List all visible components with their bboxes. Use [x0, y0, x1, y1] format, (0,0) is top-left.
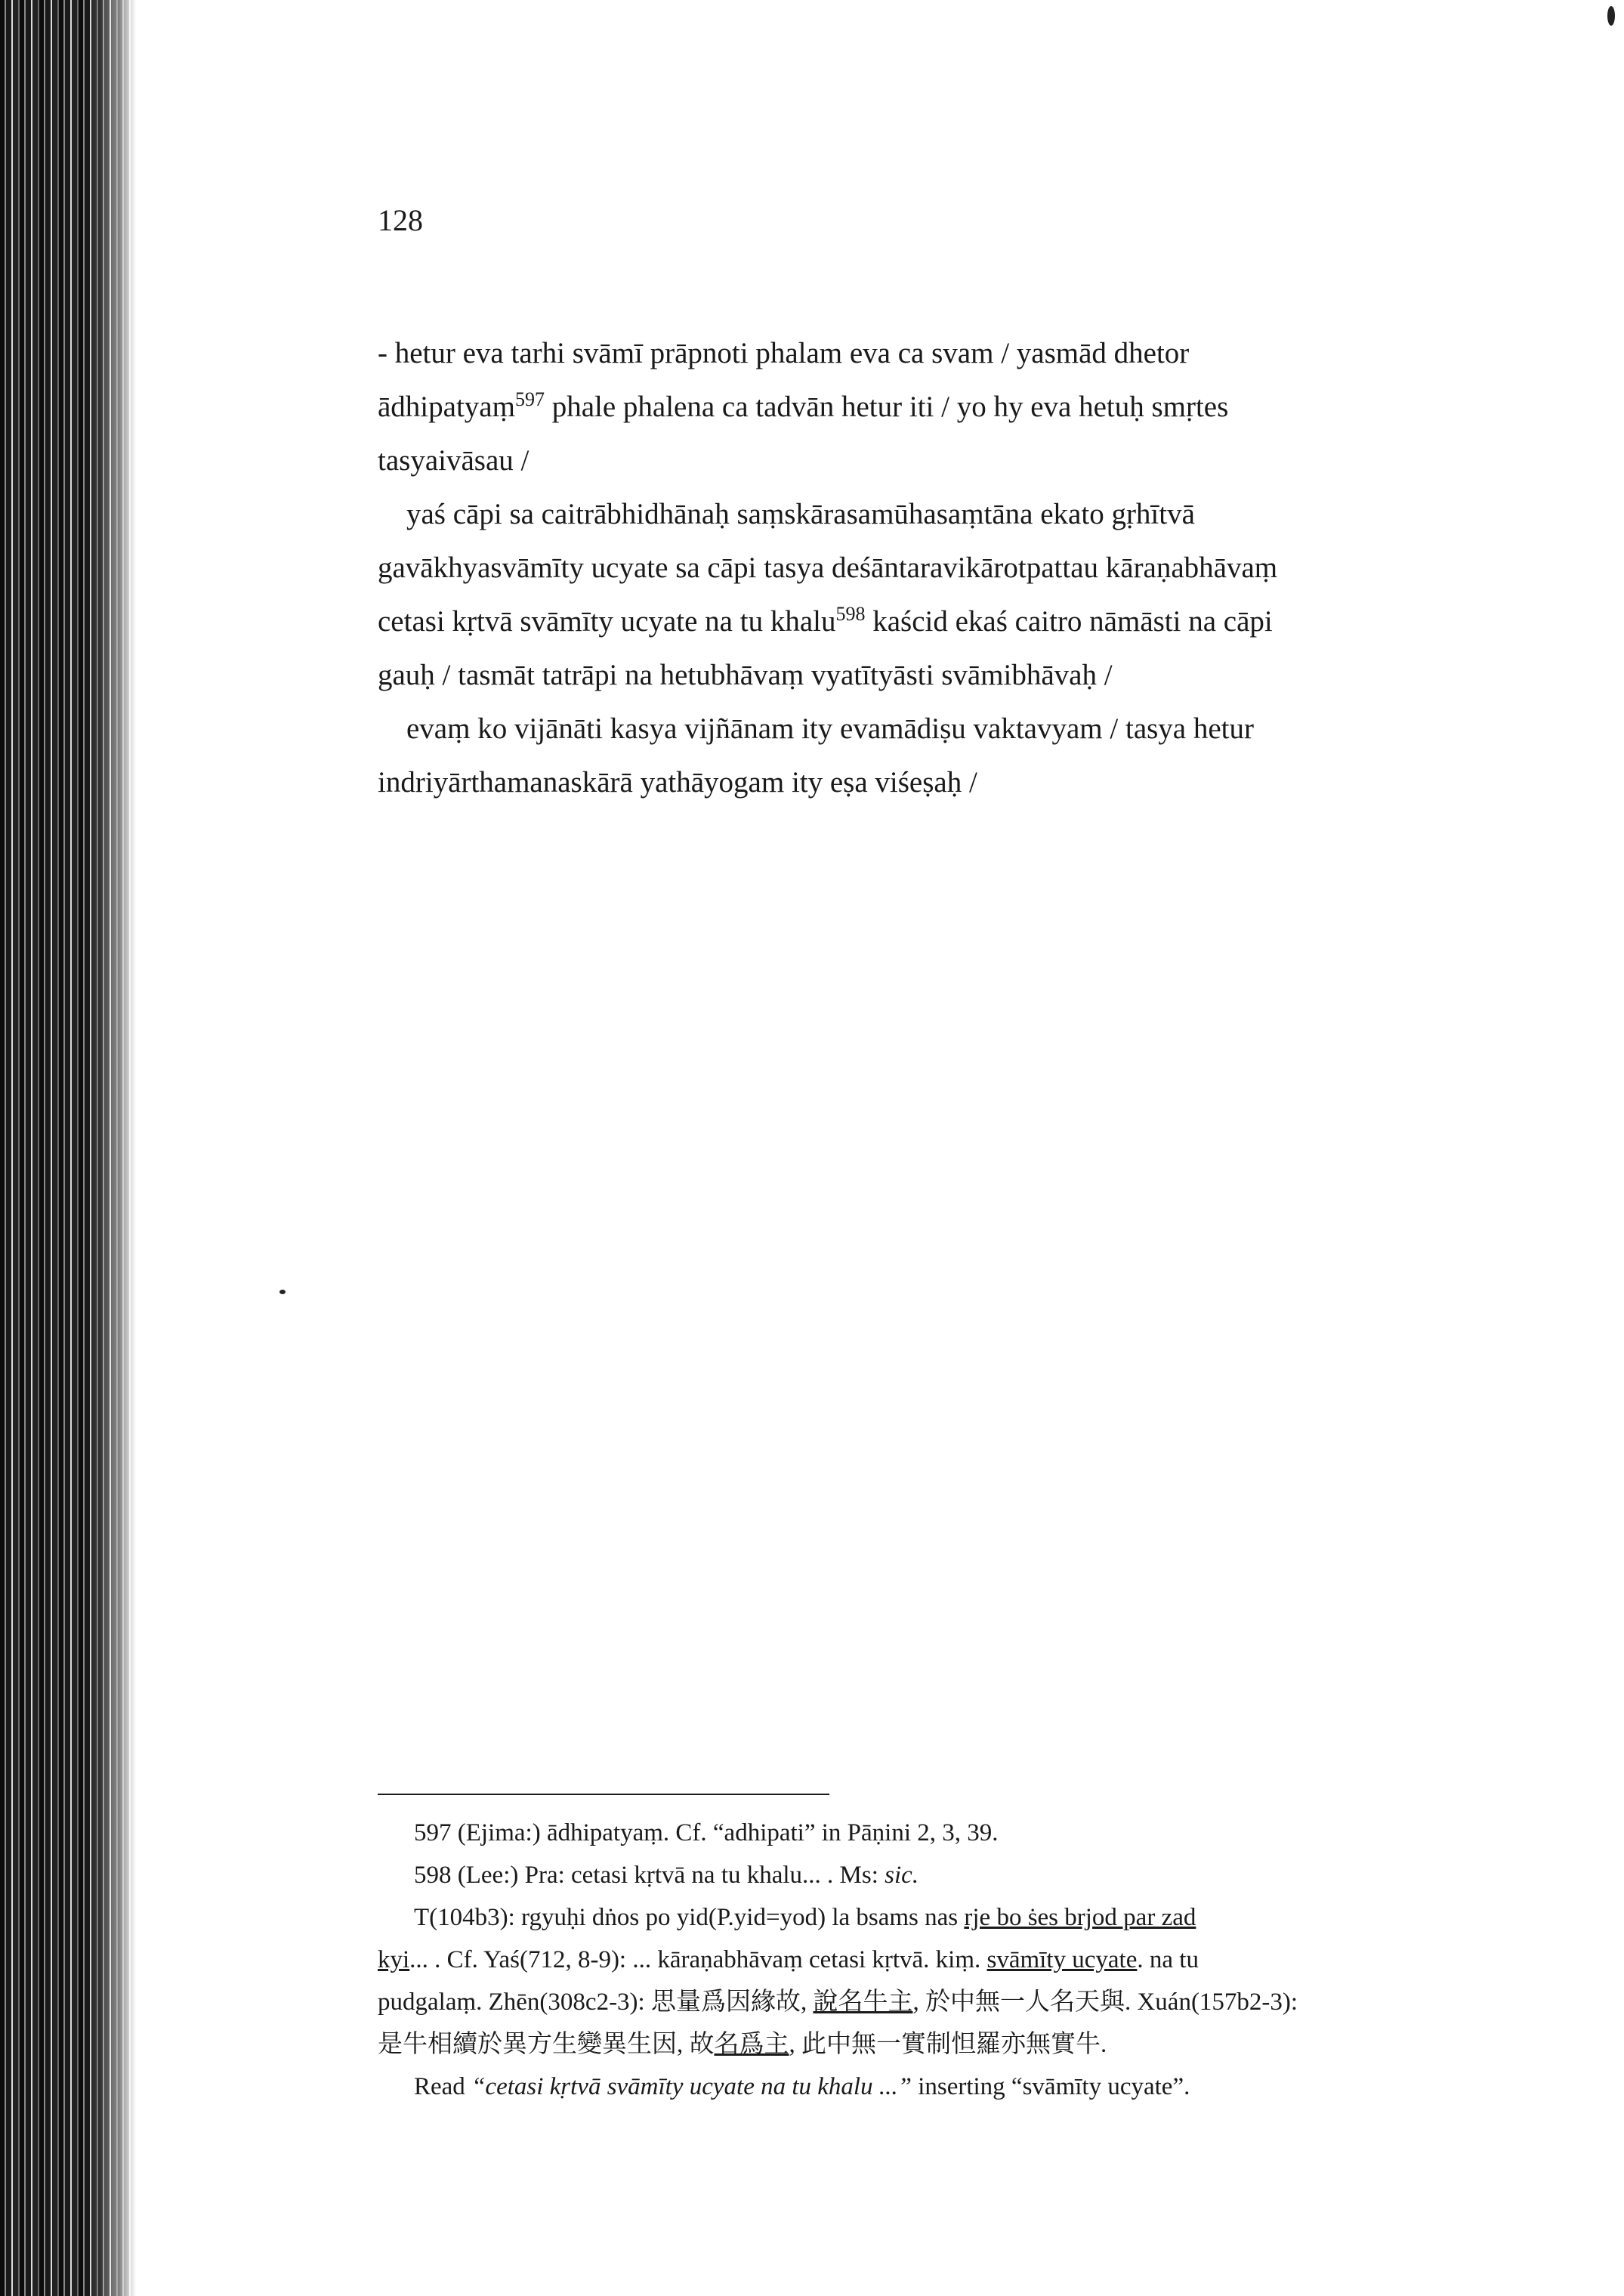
main-text [378, 326, 1465, 809]
text-segment: kaścid ekaś caitro nāmāsti na cāpi [865, 605, 1273, 638]
text-segment: svāmīty ucyate [986, 1946, 1138, 1973]
text-segment: sic. [885, 1862, 919, 1889]
text-segment: 是牛相續於異方生變異生因, 故 [378, 2031, 715, 2058]
scan-speck [1607, 6, 1615, 26]
text-line [378, 326, 1465, 380]
footnote-line [378, 2023, 1464, 2066]
text-segment: evaṃ ko vijānāti kasya vijñānam ity evamādiṣu vaktavyam / tasya hetur [406, 712, 1254, 745]
page-number: 128 [378, 203, 423, 237]
footnote-line [414, 1812, 1464, 1854]
text-segment: cetasi kṛtvā svāmīty ucyate na tu khalu [378, 605, 836, 638]
footnote-line [414, 1896, 1464, 1939]
footnote-ref: 597 [514, 388, 545, 410]
text-segment: yaś cāpi sa caitrābhidhānaḥ saṃskārasamūhasaṃtāna ekato gṛhītvā [406, 498, 1195, 530]
text-line [378, 380, 1465, 434]
text-line [378, 541, 1465, 595]
text-segment: 說名牛主 [813, 1989, 913, 2016]
footnote-rule [378, 1794, 829, 1795]
footnote-line [414, 2066, 1464, 2108]
text-segment: T(104b3): rgyuḥi dṅos po yid(P.yid=yod) la bsams nas [414, 1904, 965, 1931]
text-segment: “cetasi kṛtvā svāmīty ucyate na tu khalu ...” [471, 2073, 912, 2100]
text-line [378, 648, 1465, 702]
scan-speck [279, 1290, 286, 1294]
footnotes [378, 1812, 1464, 2108]
text-segment: 598 (Lee:) Pra: cetasi kṛtvā na tu khalu... . Ms: [414, 1862, 885, 1889]
text-segment: gavākhyasvāmīty ucyate sa cāpi tasya deśāntaravikārotpattau kāraṇabhāvaṃ [378, 552, 1278, 584]
footnote-line [378, 1981, 1464, 2023]
text-line [378, 595, 1465, 648]
text-segment: tasyaivāsau / [378, 444, 529, 477]
text-segment: phale phalena ca tadvān hetur iti / yo hy eva hetuḥ smṛtes [544, 391, 1229, 423]
footnote-line [414, 1854, 1464, 1896]
scan-binding-shadow [91, 0, 136, 2296]
text-segment: . na tu [1137, 1946, 1199, 1973]
text-line [378, 756, 1465, 809]
text-segment: 597 (Ejima:) ādhipatyaṃ. Cf. “adhipati” in Pāṇini 2, 3, 39. [414, 1819, 999, 1846]
text-line [378, 702, 1465, 756]
text-segment: kyi [378, 1946, 410, 1973]
text-segment: , 於中無一人名天與. Xuán(157b2-3): [912, 1989, 1298, 2016]
footnote-line [378, 1939, 1464, 1981]
text-segment: Read [414, 2073, 472, 2100]
text-segment: , 此中無一實制怛羅亦無實牛. [789, 2031, 1107, 2058]
text-segment: gauḥ / tasmāt tatrāpi na hetubhāvaṃ vyatītyāsti svāmibhāvaḥ / [378, 659, 1113, 691]
text-segment: - hetur eva tarhi svāmī prāpnoti phalam eva ca svam / yasmād dhetor [378, 337, 1190, 369]
text-line [378, 434, 1465, 487]
text-segment: 名爲主 [714, 2031, 789, 2058]
text-segment: inserting “svāmīty ucyate”. [911, 2073, 1190, 2100]
text-segment: ādhipatyaṃ [378, 391, 515, 423]
footnote-ref: 598 [835, 603, 866, 625]
text-segment: indriyārthamanaskārā yathāyogam ity eṣa viśeṣaḥ / [378, 766, 977, 799]
text-line [378, 487, 1465, 541]
text-segment: rje bo ṡes brjod par zad [964, 1904, 1196, 1931]
text-segment: ... . Cf. Yaś(712, 8-9): ... kāraṇabhāvaṃ cetasi kṛtvā. kiṃ. [409, 1946, 987, 1973]
text-segment: pudgalaṃ. Zhēn(308c2-3): 思量爲因緣故, [378, 1989, 814, 2016]
